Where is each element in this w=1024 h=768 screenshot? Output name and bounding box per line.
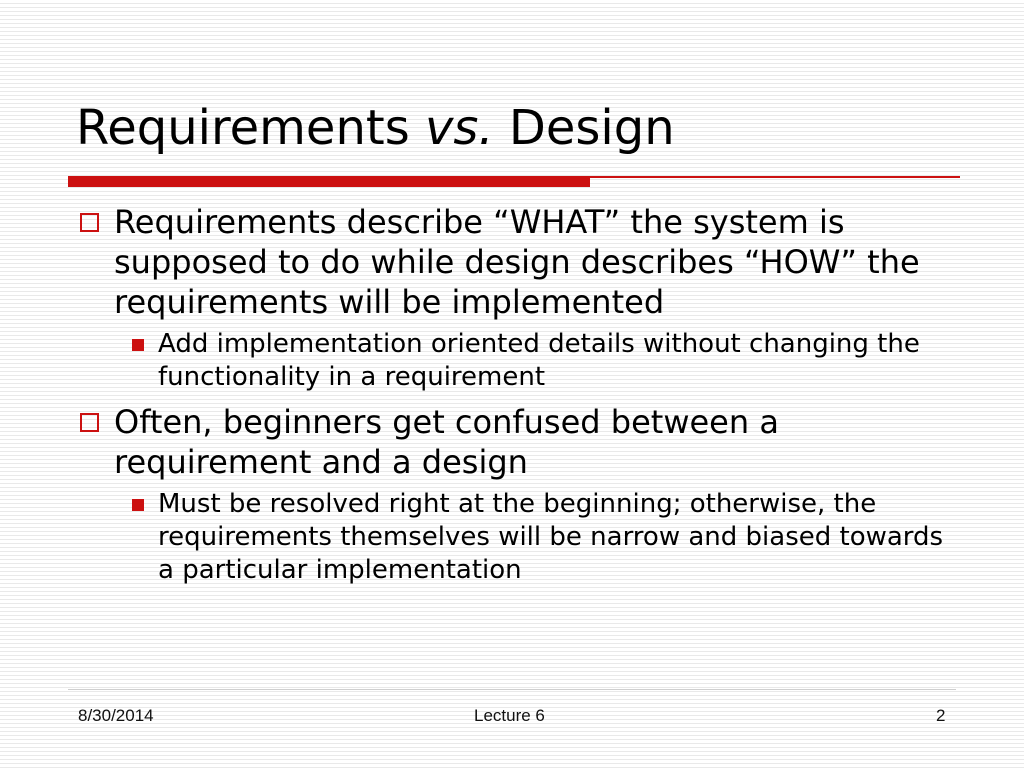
slide-content <box>76 202 956 595</box>
hollow-square-bullet-icon <box>80 213 99 232</box>
title-underline-thick <box>68 176 590 187</box>
filled-square-bullet-icon <box>132 499 144 511</box>
title-part-1: Requirements <box>76 100 425 156</box>
sub-bullet-text: Add implementation oriented details without changing the functionality in a requirement <box>158 329 920 392</box>
footer-date: 8/30/2014 <box>78 706 154 725</box>
slide-title <box>76 100 675 158</box>
title-part-2: Design <box>493 100 675 156</box>
title-emphasis: vs. <box>424 100 494 156</box>
sub-bullet-text: Must be resolved right at the beginning; otherwise, the requirements themselves will be narrow and biased towards a particular implementation <box>158 489 944 585</box>
filled-square-bullet-icon <box>132 339 144 351</box>
hollow-square-bullet-icon <box>80 413 99 432</box>
footer-divider <box>68 689 956 690</box>
bullet-level-1 <box>76 202 956 322</box>
footer-page-number: 2 <box>936 706 946 725</box>
bullet-level-2 <box>76 488 956 587</box>
bullet-level-1 <box>76 402 956 482</box>
bullet-level-2 <box>76 328 956 394</box>
title-underline-thin <box>590 176 960 178</box>
footer-lecture: Lecture 6 <box>474 706 545 725</box>
bullet-text: Often, beginners get confused between a requirement and a design <box>114 403 779 481</box>
bullet-text: Requirements describe “WHAT” the system is supposed to do while design describes “HOW” the requirements will be implemented <box>114 203 920 321</box>
